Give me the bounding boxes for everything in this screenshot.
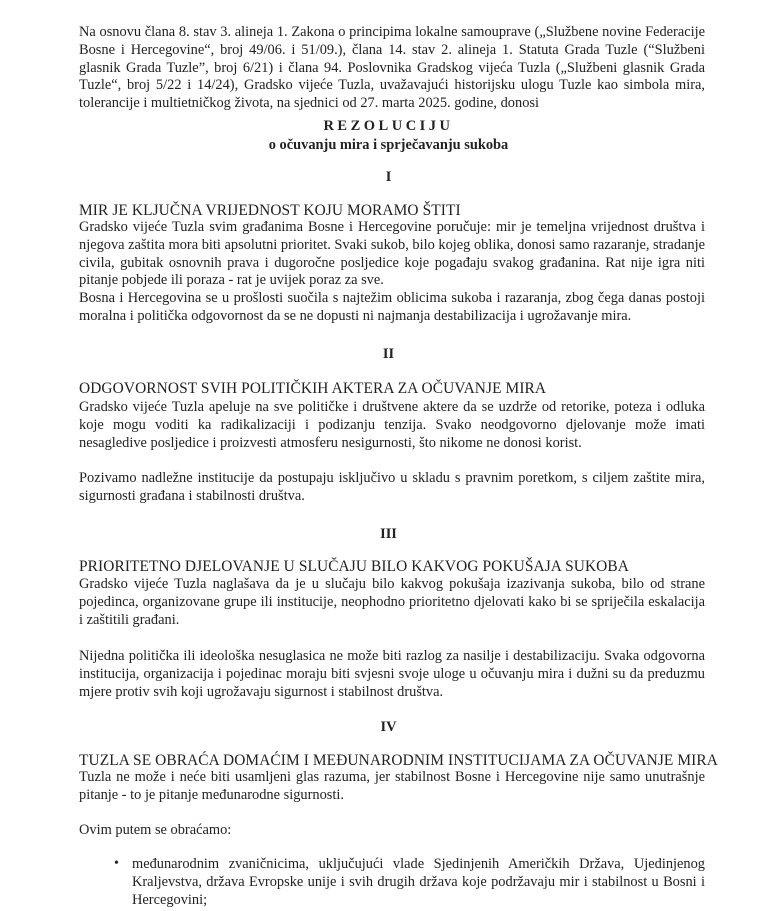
section-numeral-1: I xyxy=(385,169,392,185)
section-heading-3: PRIORITETNO DJELOVANJE U SLUČAJU BILO KAKVOG POKUŠAJA SUKOBA xyxy=(79,558,629,575)
document-title: REZOLUCIJU xyxy=(323,118,454,134)
section-4-paragraph-2: Ovim putem se obraćamo: xyxy=(79,822,232,838)
section-4-paragraph-1: Tuzla ne može i neće biti usamljeni glas razuma, jer stabilnost Bosne i Hercegovine nije samo unutrašnje pitanje - to je pitanje međunarodne sigurnosti. xyxy=(79,769,705,803)
section-1-paragraph-1: Gradsko vijeće Tuzla svim građanima Bosne i Hercegovine poručuje: mir je temeljna vrijednost društva i njegova zaštita mora biti apsolutni prioritet. Svaki sukob, bilo kojeg oblika, donosi samo razaranje, stradanje civila, gubitak osnovnih prava i dugoročne posljedice koje pogađaju svakog građanina. Rat nije igra niti pitanje pobjede ili poraza - rat je uvijek poraz za sve. xyxy=(79,219,705,289)
section-1-paragraph-2: Bosna i Hercegovina se u prošlosti suočila s najtežim oblicima sukoba i razaranja, zbog čega danas postoji moralna i politička odgovornost da se ne dopusti ni najmanja destabilizacija i ugrožavanje mira. xyxy=(79,290,705,324)
section-heading-4: TUZLA SE OBRAĆA DOMAĆIM I MEĐUNARODNIM INSTITUCIJAMA ZA OČUVANJE MIRA xyxy=(79,752,718,769)
bullet-icon: • xyxy=(114,856,119,871)
section-2-paragraph-1: Gradsko vijeće Tuzla apeluje na sve političke i društvene aktere da se uzdrže od retorike, poteza i odluka koje mogu voditi ka radikalizaciji i podizanju tenzija. Svako neodgovorno djelovanje može imati nesagledive posljedice i proizvesti atmosferu nesigurnosti, što nikome ne donosi korist. xyxy=(79,399,705,451)
section-heading-1: MIR JE KLJUČNA VRIJEDNOST KOJU MORAMO ŠTITI xyxy=(79,202,461,219)
section-numeral-4: IV xyxy=(380,719,397,735)
list-item: međunarodnim zvaničnicima, uključujući vlade Sjedinjenih Američkih Država, Ujedinjenog Kraljevstva, država Evropske unije i svih drugih država koje podržavaju mir i stabilnost u Bosni i Hercegovini; xyxy=(132,856,705,908)
document-subtitle: o očuvanju mira i sprječavanju sukoba xyxy=(268,137,509,153)
section-heading-2: ODGOVORNOST SVIH POLITIČKIH AKTERA ZA OČUVANJE MIRA xyxy=(79,380,547,397)
section-3-paragraph-2: Nijedna politička ili ideološka nesuglasica ne može biti razlog za nasilje i destabilizaciju. Svaka odgovorna institucija, organizacija i pojedinac moraju biti svjesni svoje uloge u očuvanju mira i dužni su da preduzmu mjere protiv svih koji ugrožavaju sigurnost i stabilnost društva. xyxy=(79,648,705,700)
section-numeral-2: II xyxy=(382,346,395,362)
preamble-paragraph: Na osnovu člana 8. stav 3. alineja 1. Zakona o principima lokalne samouprave („Službene novine Federacije Bosne i Hercegovine“, broj 49/06. i 51/09.), člana 14. stav 2. alineja 1. Statuta Grada Tuzle (“Službeni glasnik Grada Tuzle”, broj 6/21) i člana 94. Poslovnika Gradskog vijeća Tuzla („Službeni glasnik Grada Tuzle“, broj 5/22 i 14/24), Gradsko vijeće Tuzla, uvažavajući historijsku ulogu Tuzle kao simbola mira, tolerancije i multietničkog života, na sjednici od 27. marta 2025. godine, donosi xyxy=(79,24,705,112)
section-3-paragraph-1: Gradsko vijeće Tuzla naglašava da je u slučaju bilo kakvog pokušaja izazivanja sukoba, bilo od strane pojedinca, organizovane grupe ili institucije, neophodno prioritetno djelovati kako bi se spriječila eskalacija i zaštitili građani. xyxy=(79,576,705,628)
section-numeral-3: III xyxy=(380,526,397,542)
section-2-paragraph-2: Pozivamo nadležne institucije da postupaju isključivo u skladu s pravnim poretkom, s ciljem zaštite mira, sigurnosti građana i stabilnosti društva. xyxy=(79,470,705,504)
